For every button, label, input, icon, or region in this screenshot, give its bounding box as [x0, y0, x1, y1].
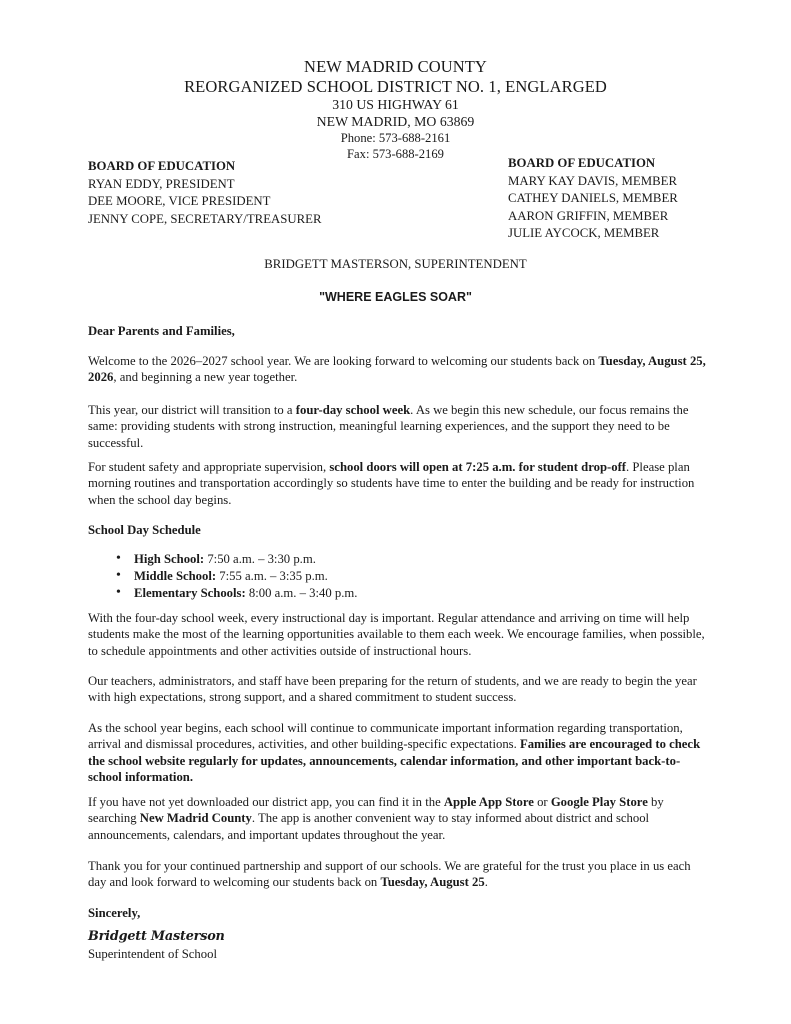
text: Thank you for your continued partnership and support of our schools. We are grateful for the trust you place in us each day and look forward to welcoming our students back on — [88, 859, 691, 890]
district-name: REORGANIZED SCHOOL DISTRICT NO. 1, ENGLARGED — [184, 77, 607, 96]
board-heading: BOARD OF EDUCATION — [508, 156, 656, 170]
board-member: JENNY COPE, SECRETARY/TREASURER — [88, 211, 322, 226]
text: , and beginning a new year together. — [113, 370, 298, 385]
school-hours: 8:00 a.m. – 3:40 p.m. — [245, 585, 358, 600]
emphasis: Google Play Store — [550, 795, 648, 809]
board-member: MARY KAY DAVIS, MEMBER — [508, 173, 678, 188]
signer-title: Superintendent of School — [88, 947, 217, 961]
school-level: Middle School: — [134, 568, 217, 583]
text: This year, our district will transition to a — [88, 403, 296, 417]
text: or — [533, 795, 551, 809]
phone-number: Phone: 573-688-2161 — [340, 131, 451, 145]
paragraph-drop-off — [88, 459, 712, 508]
emphasis: Apple App Store — [443, 795, 534, 809]
emphasis: Families are encouraged to check the school website regularly for updates, announcements, calendar information, and other important back-to-school information. — [88, 737, 701, 784]
text: . As we begin this new schedule, our focus remains the same: providing students with strong instruction, meaningful learning experiences, and the support they need to be successful. — [88, 403, 689, 450]
board-heading: BOARD OF EDUCATION — [88, 159, 236, 173]
text: . Please plan morning routines and transportation accordingly so students have time to enter the building and be ready for instruction when the school day begins. — [88, 460, 695, 507]
emphasis: four-day school week — [295, 403, 411, 417]
school-hours: 7:55 a.m. – 3:35 p.m. — [216, 568, 328, 583]
text: As the school year begins, each school will continue to communicate important information regarding transportation, arrival and dismissal procedures, activities, and other building-specific expectations. — [88, 721, 683, 752]
list-item — [116, 585, 357, 602]
paragraph-attendance: With the four-day school week, every instructional day is important. Regular attendance and arriving on time will help students make the most of the learning opportunities available to them each week. We encourage families, when possible, to schedule appointments and other activities outside of instructional hours. — [88, 611, 705, 658]
emphasis: school doors will open at 7:25 a.m. for student drop-off — [329, 460, 627, 474]
district-motto: "WHERE EAGLES SOAR" — [319, 290, 472, 304]
start-date: Tuesday, August 25, 2026 — [88, 354, 706, 385]
board-member: DEE MOORE, VICE PRESIDENT — [88, 194, 271, 208]
board-left — [88, 158, 322, 228]
board-member: CATHEY DANIELS, MEMBER — [508, 191, 678, 205]
board-member: RYAN EDDY, PRESIDENT — [88, 176, 235, 191]
school-level: High School: — [134, 552, 205, 566]
board-right — [508, 155, 678, 243]
superintendent-line: BRIDGETT MASTERSON, SUPERINTENDENT — [264, 257, 527, 271]
board-member: JULIE AYCOCK, MEMBER — [508, 226, 660, 240]
school-hours: 7:50 a.m. – 3:30 p.m. — [204, 552, 316, 566]
paragraph-communication — [88, 720, 712, 785]
paragraph-district-app — [88, 794, 712, 843]
fax-number: Fax: 573-688-2169 — [347, 147, 444, 161]
text: . — [484, 875, 488, 890]
text: Welcome to the 2026–2027 school year. We are looking forward to welcoming our students back on — [88, 354, 599, 368]
paragraph-thank-you — [88, 858, 712, 891]
paragraph-staff: Our teachers, administrators, and staff have been preparing for the return of students, and we are ready to begin the year with high expectations, strong support, and a shared commitment to student success. — [88, 674, 697, 705]
board-member: AARON GRIFFIN, MEMBER — [508, 208, 669, 223]
county-name: NEW MADRID COUNTY — [304, 57, 487, 76]
closing: Sincerely, — [88, 906, 141, 920]
emphasis: New Madrid County — [139, 811, 252, 826]
address-line-1: 310 US HIGHWAY 61 — [332, 97, 459, 112]
list-item — [116, 551, 357, 568]
signature: Bridgett Masterson — [88, 929, 225, 944]
schedule-heading: School Day Schedule — [88, 523, 201, 537]
text: . The app is another convenient way to stay informed about district and school announcements, calendars, and important updates throughout the year. — [88, 811, 650, 842]
emphasis: Tuesday, August 25 — [380, 875, 485, 890]
text: If you have not yet downloaded our district app, you can find it in the — [88, 795, 444, 809]
paragraph-four-day-week — [88, 402, 712, 451]
list-item — [116, 568, 357, 585]
paragraph-welcome — [88, 353, 712, 386]
greeting: Dear Parents and Families, — [88, 324, 235, 338]
text: by searching — [88, 795, 664, 826]
schedule-list — [116, 551, 357, 601]
school-level: Elementary Schools: — [134, 585, 246, 600]
text: For student safety and appropriate supervision, — [88, 460, 330, 474]
address-line-2: NEW MADRID, MO 63869 — [316, 114, 475, 129]
